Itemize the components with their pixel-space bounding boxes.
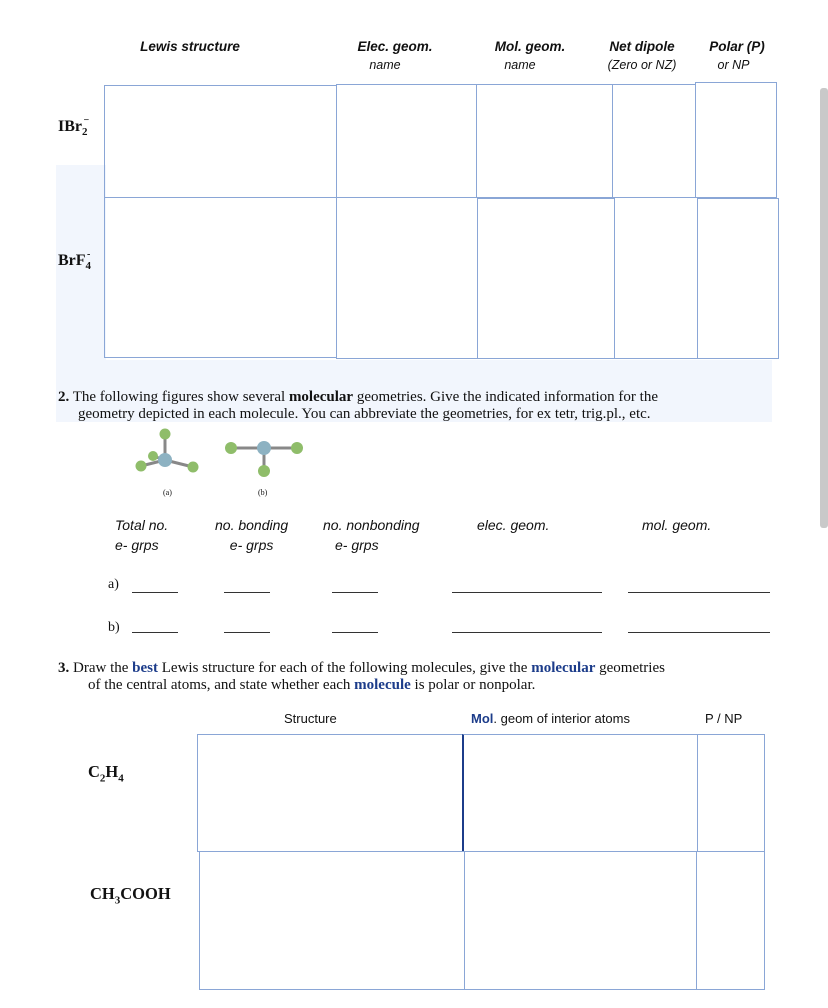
fig-label-a: (a) xyxy=(163,488,172,497)
molecule-a-tetrahedral xyxy=(136,429,199,473)
molecule-figures xyxy=(125,425,315,500)
brf4-elec-geom-cell[interactable] xyxy=(336,197,478,359)
brf4-mol-geom-cell[interactable] xyxy=(477,198,615,359)
q2-b-mol-blank[interactable] xyxy=(628,632,770,633)
ch3cooh-structure-cell[interactable] xyxy=(199,851,465,990)
q3-row-ch3cooh: $CH_3COOH$ xyxy=(90,884,171,907)
q3-header-pnp: P / NP xyxy=(705,711,743,726)
header-elec-geom: Elec. geom. xyxy=(357,39,433,54)
q2-text: 2. The following figures show several molecular geometries. Give the indicated information for the geometry depicted in each molecule. You can abbreviate the geometries, for ex tetr, trig.pl., etc. xyxy=(58,389,658,422)
ch3cooh-pnp-cell[interactable] xyxy=(696,851,765,990)
header-elec-geom-sub: name xyxy=(369,58,401,72)
q2-b-bonding-blank[interactable] xyxy=(224,632,270,633)
ibr2-elec-geom-cell[interactable] xyxy=(336,84,477,198)
q2-b-nonbonding-blank[interactable] xyxy=(332,632,378,633)
q2-col-bonding: no. bonding e- grps xyxy=(215,517,289,553)
header-lewis-structure: Lewis structure xyxy=(140,39,240,54)
ibr2-lewis-cell[interactable] xyxy=(104,85,337,198)
brf4-lewis-cell[interactable] xyxy=(104,197,337,358)
molecule-b-t-shaped xyxy=(225,441,303,477)
q2-a-bonding-blank[interactable] xyxy=(224,592,270,593)
c2h4-pnp-cell[interactable] xyxy=(697,734,765,852)
header-polar: Polar (P) xyxy=(709,39,765,54)
q3-header-mol-geom: Mol. geom of interior atoms xyxy=(471,711,630,726)
q3-text: 3. Draw the best Lewis structure for each of the following molecules, give the molecular geometries of the central atoms, and state whether each molecule is polar or nonpolar. xyxy=(58,660,665,693)
c2h4-mol-geom-cell[interactable] xyxy=(462,734,698,852)
q2-a-nonbonding-blank[interactable] xyxy=(332,592,378,593)
header-mol-geom-sub: name xyxy=(504,58,536,72)
q2-col-elec-geom: elec. geom. xyxy=(477,517,550,533)
page-scrollbar[interactable] xyxy=(820,88,828,528)
q2-b-elec-blank[interactable] xyxy=(452,632,602,633)
q2-a-elec-blank[interactable] xyxy=(452,592,602,593)
q3-row-c2h4: $C_2H_4$ xyxy=(88,762,124,785)
brf4-polar-cell[interactable] xyxy=(697,198,779,359)
row-label-brf4: BrF$_4$- xyxy=(58,249,92,273)
header-mol-geom: Mol. geom. xyxy=(494,39,566,54)
c2h4-structure-cell[interactable] xyxy=(197,734,464,852)
ch3cooh-mol-geom-cell[interactable] xyxy=(464,851,697,990)
q2-col-nonbonding: no. nonbonding e- grps xyxy=(323,517,420,553)
ibr2-net-dipole-cell[interactable] xyxy=(612,84,696,198)
row-label-ibr2: IBr$_2$− xyxy=(58,115,90,139)
q2-row-a-label: a) xyxy=(108,577,119,592)
header-net-dipole: Net dipole xyxy=(609,39,675,54)
q2-a-total-blank[interactable] xyxy=(132,592,178,593)
q2-a-mol-blank[interactable] xyxy=(628,592,770,593)
q2-col-mol-geom: mol. geom. xyxy=(642,517,712,533)
ibr2-polar-cell[interactable] xyxy=(695,82,777,198)
header-polar-sub: or NP xyxy=(717,58,750,72)
header-net-dipole-sub: (Zero or NZ) xyxy=(607,58,677,72)
ibr2-mol-geom-cell[interactable] xyxy=(476,84,613,198)
fig-label-b: (b) xyxy=(258,488,268,497)
q2-col-total: Total no. e- grps xyxy=(115,517,169,553)
q3-header-structure: Structure xyxy=(284,711,337,726)
q2-b-total-blank[interactable] xyxy=(132,632,178,633)
brf4-net-dipole-cell[interactable] xyxy=(614,197,698,359)
q2-row-b-label: b) xyxy=(108,620,120,635)
